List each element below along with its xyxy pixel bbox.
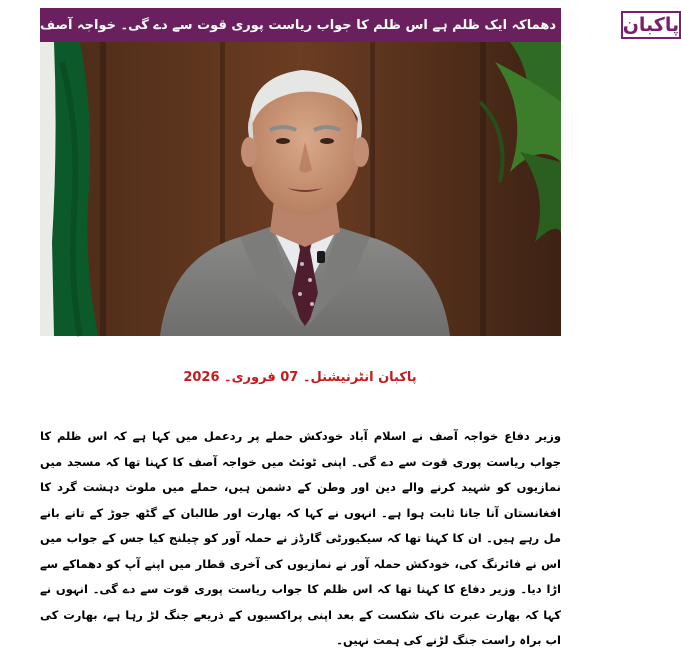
site-logo[interactable]: پاکبان <box>621 11 681 39</box>
news-photo <box>40 42 561 336</box>
article-body: وزیر دفاع خواجہ آصف نے اسلام آباد خودکش حملے پر ردعمل میں کہا ہے کہ اس ظلم کا جواب ریاست پوری قوت سے دے گی۔ اپنی ٹوئٹ میں خواجہ آصف کا کہنا تھا کہ مسجد میں نمازیوں کو شہید کرنے والے دین اور وطن کے دشمن ہیں، حملے میں ملوث دہشت گرد کا افغانستان آنا جانا ثابت ہوا ہے۔ انہوں نے کہا کہ بھارت اور طالبان کے گٹھ جوڑ کے تانے بانے مل رہے ہیں۔ ان کا کہنا تھا کہ سیکیورٹی گارڈز نے حملہ آور کو چیلنج کیا جس کے جواب میں اس نے فائرنگ کی، خودکش حملہ آور نے نمازیوں کی آخری قطار میں اپنے آپ کو دھماکے سے اڑا دیا۔ وزیر دفاع کا کہنا تھا کہ اس ظلم کا جواب ریاست پوری قوت سے دے گی۔ انہوں نے کہا کہ بھارت عبرت ناک شکست کے بعد اپنی پراکسیوں کے ذریعے جنگ لڑ رہا ہے، بھارت کی اب براہ راست جنگ لڑنے کی ہمت نہیں۔ <box>40 429 561 647</box>
news-photo-illustration <box>40 42 561 336</box>
dateline: پاکبان انٹرنیشنل۔ 07 فروری۔ 2026 <box>183 370 417 385</box>
headline-banner <box>40 8 680 42</box>
banner-headline: خودکش دھماکہ ایک ظلم ہے اس ظلم کا جواب ریاست پوری قوت سے دے گی۔ خواجہ آصف <box>40 17 611 33</box>
